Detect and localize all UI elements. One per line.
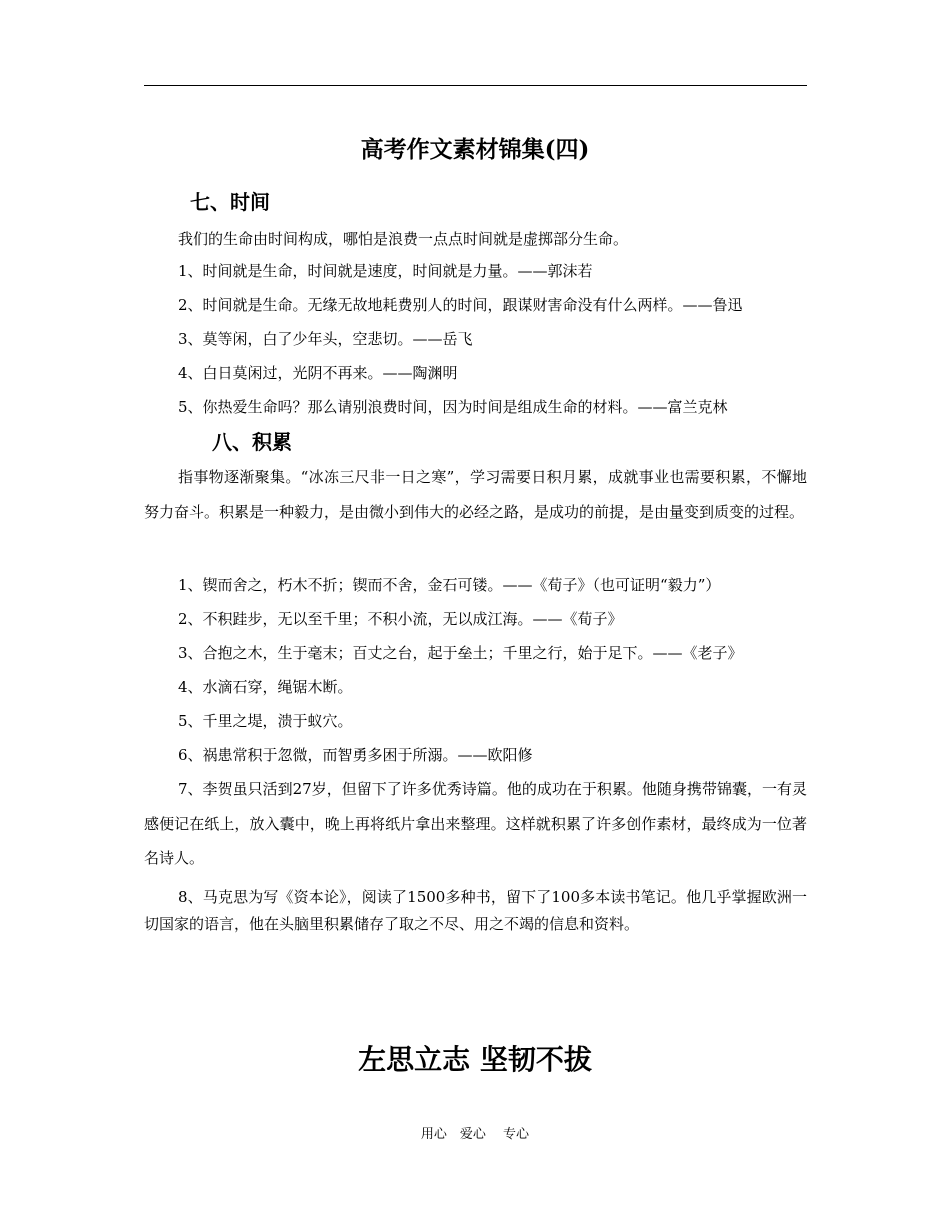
page-footer: 用心 爱心 专心 — [420, 1127, 530, 1142]
page-title: 高考作文素材锦集(四) — [360, 136, 590, 163]
accumulation-quote-2: 2、不积跬步，无以至千里；不积小流，无以成江海。——《荀子》 — [178, 610, 623, 628]
accumulation-quote-1: 1、锲而舍之，朽木不折；锲而不舍，金石可镂。——《荀子》（也可证明“毅力”） — [178, 576, 721, 594]
accumulation-quote-5: 5、千里之堤，溃于蚁穴。 — [178, 712, 353, 730]
section-heading-accumulation: 八、积累 — [212, 430, 292, 454]
section-heading-time: 七、时间 — [190, 190, 270, 214]
time-quote-5: 5、你热爱生命吗？那么请别浪费时间，因为时间是组成生命的材料。——富兰克林 — [178, 398, 728, 416]
time-intro: 我们的生命由时间构成，哪怕是浪费一点点时间就是虚掷部分生命。 — [178, 230, 629, 248]
time-quote-3: 3、莫等闲，白了少年头，空悲切。——岳飞 — [178, 330, 473, 348]
accumulation-item-7: 7、李贺虽只活到27岁，但留下了许多优秀诗篇。他的成功在于积累。他随身携带锦囊，一有灵感便记在纸上，放入囊中，晚上再将纸片拿出来整理。这样就积累了许多创作素材，最终成为一位著名诗人。 — [144, 780, 807, 867]
time-quote-2: 2、时间就是生命。无缘无故地耗费别人的时间，跟谋财害命没有什么两样。——鲁迅 — [178, 296, 743, 314]
time-quote-4: 4、白日莫闲过，光阴不再来。——陶渊明 — [178, 364, 458, 382]
time-quote-1: 1、时间就是生命，时间就是速度，时间就是力量。——郭沫若 — [178, 262, 593, 280]
motto: 左思立志 坚韧不拔 — [358, 1043, 592, 1076]
accumulation-item-8: 8、马克思为写《资本论》，阅读了1500多种书，留下了100多本读书笔记。他几乎掌握欧洲一切国家的语言，他在头脑里积累储存了取之不尽、用之不竭的信息和资料。 — [144, 888, 807, 933]
accumulation-quote-6: 6、祸患常积于忽微，而智勇多困于所溺。——欧阳修 — [178, 746, 533, 764]
accumulation-quote-3: 3、合抱之木，生于毫末；百丈之台，起于垒土；千里之行，始于足下。——《老子》 — [178, 644, 743, 662]
header-rule — [144, 85, 807, 86]
accumulation-intro: 指事物逐渐聚集。“冰冻三尺非一日之寒”，学习需要日积月累，成就事业也需要积累，不懈地努力奋斗。积累是一种毅力，是由微小到伟大的必经之路，是成功的前提，是由量变到质变的过程。 — [144, 468, 807, 521]
accumulation-quote-4: 4、水滴石穿，绳锯木断。 — [178, 678, 353, 696]
